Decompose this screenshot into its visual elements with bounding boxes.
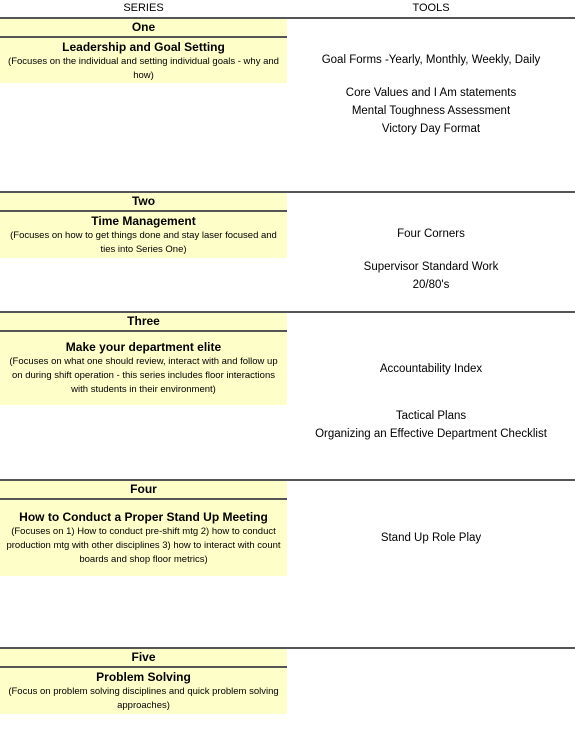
series-one-tool-4: Victory Day Format	[381, 123, 481, 135]
tools-column-header: TOOLS	[412, 2, 450, 14]
series-four-label: Four	[0, 479, 287, 500]
series-four-info	[0, 500, 287, 576]
series-one-description: (Focuses on the individual and setting individual goals - why and how)	[8, 56, 279, 81]
series-four-title: How to Conduct a Proper Stand Up Meeting	[19, 510, 268, 524]
series-two-label: Two	[0, 191, 287, 212]
series-one-tool-2: Core Values and I Am statements	[345, 87, 517, 99]
series-one-tool-1: Goal Forms -Yearly, Monthly, Weekly, Daily	[321, 54, 541, 66]
series-two-description: (Focuses on how to get things done and stay laser focused and ties into Series One)	[10, 230, 277, 255]
series-four-description: (Focuses on 1) How to conduct pre-shift mtg 2) how to conduct production mtg with other disciplines 3) how to interact with count boards and shop floor metrics)	[6, 526, 281, 565]
column-header-row	[0, 0, 575, 18]
series-two-info	[0, 212, 287, 258]
series-five-info	[0, 668, 287, 714]
series-three-description: (Focuses on what one should review, interact with and follow up on during shift operation - this series includes floor interactions with students in their environment)	[9, 356, 278, 395]
series-one-tool-3: Mental Toughness Assessment	[351, 105, 511, 117]
series-five-label: Five	[0, 647, 287, 668]
series-four-tool-1: Stand Up Role Play	[380, 532, 482, 544]
series-three-tool-1: Accountability Index	[379, 363, 483, 375]
series-one-info	[0, 38, 287, 83]
series-three-tool-2: Tactical Plans	[395, 410, 467, 422]
series-one-title: Leadership and Goal Setting	[62, 40, 225, 54]
series-two-title: Time Management	[91, 214, 196, 228]
series-two-tool-1: Four Corners	[397, 228, 465, 240]
series-three-tool-3: Organizing an Effective Department Checklist	[315, 428, 547, 440]
series-five-description: (Focus on problem solving disciplines and quick problem solving approaches)	[8, 686, 279, 711]
series-three-info	[0, 332, 287, 405]
series-three-title: Make your department elite	[65, 340, 222, 354]
series-two-tool-3: 20/80's	[412, 279, 450, 291]
series-one-label: One	[0, 17, 287, 38]
series-three-label: Three	[0, 311, 287, 332]
series-two-tool-2: Supervisor Standard Work	[363, 261, 499, 273]
series-five-title: Problem Solving	[96, 670, 191, 684]
series-column-header: SERIES	[123, 2, 164, 14]
